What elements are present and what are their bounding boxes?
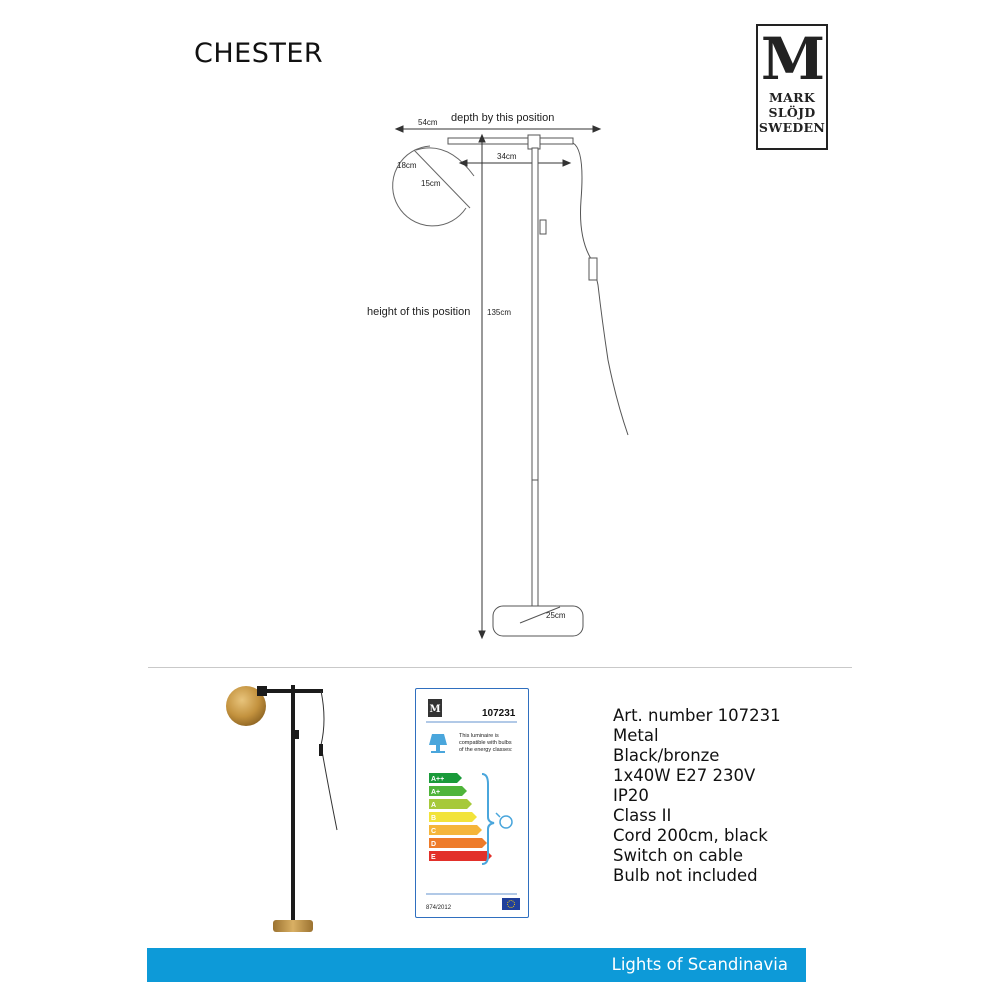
- section-divider: [148, 667, 852, 668]
- energy-class-bar: [429, 851, 492, 861]
- energy-regulation: 874/2012: [426, 905, 452, 911]
- spec-cord: Cord 200cm, black: [613, 826, 768, 845]
- product-title: CHESTER: [194, 38, 324, 69]
- bulb-icon: [496, 813, 512, 828]
- energy-label-graphic: [416, 689, 527, 916]
- energy-class-label: B: [431, 815, 437, 822]
- logo-line-1: MARK: [769, 90, 815, 105]
- class-bracket: [482, 774, 494, 864]
- energy-class-label: D: [431, 841, 437, 848]
- energy-class-bar: [429, 838, 487, 848]
- lamp-pole: [532, 148, 546, 608]
- energy-class-bar: [429, 812, 477, 822]
- svg-text:M: M: [429, 704, 441, 715]
- logo-line-3: SWEDEN: [758, 120, 826, 135]
- width-54-text: 54cm: [418, 118, 438, 127]
- logo-line-2: SLÖJD: [768, 105, 816, 120]
- arm-length-text: 34cm: [497, 152, 517, 161]
- power-cord: [573, 143, 628, 435]
- shade-height-text: 18cm: [397, 161, 417, 170]
- eu-flag-icon: [502, 898, 520, 910]
- base-diameter-text: 25cm: [546, 611, 566, 620]
- product-photo: [215, 680, 350, 940]
- spec-list: [613, 706, 781, 886]
- depth-label-text: depth by this position: [451, 112, 555, 124]
- photo-base: [273, 920, 313, 932]
- lamp-icon: [429, 734, 447, 753]
- footer-banner: [147, 948, 806, 982]
- logo-letter: M: [760, 25, 824, 93]
- spec-bulb: 1x40W E27 230V: [613, 766, 756, 785]
- footer-tagline: Lights of Scandinavia: [611, 955, 788, 974]
- height-label-text: height of this position: [367, 306, 471, 318]
- spec-class: Class II: [613, 806, 672, 825]
- energy-class-label: E: [431, 854, 436, 861]
- energy-class-label: A+: [431, 789, 441, 796]
- energy-class-bar: [429, 825, 482, 835]
- photo-cord: [321, 691, 337, 830]
- energy-label-article: 107231: [482, 708, 516, 719]
- energy-label: [415, 688, 529, 918]
- photo-pole: [291, 685, 295, 923]
- lamp-base: [493, 606, 583, 636]
- energy-class-label: A++: [431, 776, 445, 783]
- spec-bulb-note: Bulb not included: [613, 866, 758, 885]
- spec-color: Black/bronze: [613, 746, 720, 765]
- energy-class-label: A: [431, 802, 437, 809]
- lamp-arm: [448, 135, 573, 149]
- height-135-text: 135cm: [487, 308, 512, 317]
- shade-depth-text: 15cm: [421, 179, 441, 188]
- spec-switch: Switch on cable: [613, 846, 743, 865]
- height-dimension: [479, 135, 485, 638]
- spec-material: Metal: [613, 726, 659, 745]
- energy-class-label: C: [431, 828, 437, 835]
- energy-desc-1: This luminaire is: [459, 733, 499, 739]
- energy-desc-3: of the energy classes:: [459, 747, 513, 753]
- spec-article: Art. number 107231: [613, 706, 781, 725]
- spec-ip: IP20: [613, 786, 649, 805]
- energy-class-bars: [429, 773, 492, 861]
- energy-desc-2: compatible with bulbs: [459, 740, 512, 746]
